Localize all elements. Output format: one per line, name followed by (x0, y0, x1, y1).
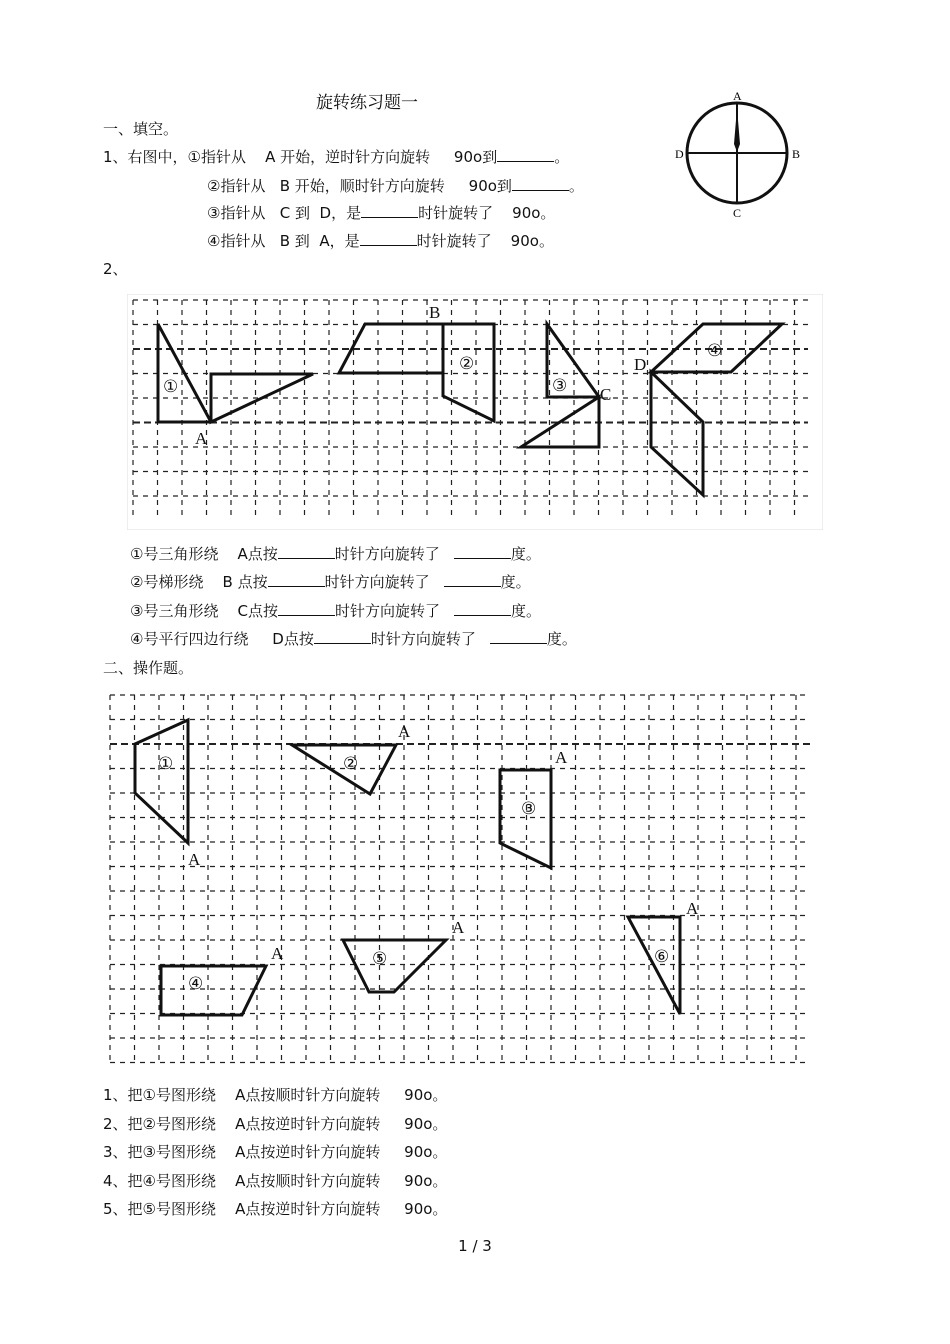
q2-line-2-mid: 时针方向旋转了 (324, 573, 430, 591)
task-3: 3、把③号图形绕 A点按逆时针方向旋转 90o。 (103, 1143, 448, 1161)
q2-line-3 (130, 601, 541, 621)
q1-line-2-end: 。 (568, 177, 584, 195)
q2-label: 2、 (103, 260, 128, 278)
shape-label-3: ③ (521, 799, 537, 818)
shape-4-trapezoid (161, 966, 266, 1015)
q2-blank-4a[interactable] (314, 629, 371, 644)
q2-blank-4b[interactable] (490, 629, 547, 644)
shape-3-trapezoid (500, 770, 551, 868)
q2-grid-figure (127, 294, 823, 530)
q2-shape-label-3: ③ (552, 376, 568, 395)
q2-line-4-end: 度。 (546, 630, 577, 648)
shape-5-point-a: A (452, 918, 465, 937)
q2-line-4-mid: 时针方向旋转了 (370, 630, 476, 648)
shape-3-point-a: A (555, 748, 568, 767)
q2-line-1-mid: 时针方向旋转了 (334, 545, 440, 563)
page-title: 旋转练习题一 (316, 93, 418, 113)
q2-point-d: D (634, 355, 647, 374)
shape-1-point-a: A (188, 850, 201, 869)
section-2-heading: 二、操作题。 (103, 659, 194, 677)
clock-needle (734, 108, 740, 152)
clock-label-right: B (792, 147, 801, 161)
section-1-heading: 一、填空。 (103, 120, 179, 138)
q2-line-4 (130, 629, 577, 649)
task-5: 5、把⑤号图形绕 A点按逆时针方向旋转 90o。 (103, 1200, 448, 1218)
q2-point-a: A (195, 429, 208, 448)
q1-line-3-post: 时针旋转了 90o。 (418, 204, 556, 222)
q2-blank-1a[interactable] (278, 544, 335, 559)
q2-blank-2b[interactable] (444, 572, 501, 587)
clock-label-left: D (675, 147, 684, 161)
q1-line-2 (207, 176, 584, 196)
q1-blank-2[interactable] (512, 176, 569, 191)
q2-line-3-mid: 时针方向旋转了 (335, 602, 441, 620)
q2-line-2-end: 度。 (500, 573, 531, 591)
q2-shape-label-1: ① (163, 377, 179, 396)
q2-line-2-pre: ②号梯形绕 B 点按 (130, 573, 268, 591)
q1-blank-4[interactable] (360, 231, 417, 246)
q1-line-3 (207, 203, 555, 223)
clock-figure (672, 86, 807, 221)
shape-label-6: ⑥ (654, 947, 670, 966)
q1-line-2-text: ②指针从 B 开始，顺时针方向旋转 90o到 (207, 177, 512, 195)
q2-line-3-pre: ③号三角形绕 C点按 (130, 602, 278, 620)
shape-label-4: ④ (188, 974, 204, 993)
q2-point-c: C (600, 385, 612, 404)
q1-line-4-post: 时针旋转了 90o。 (416, 232, 554, 250)
q2-blank-3b[interactable] (454, 601, 511, 616)
q1-line-4-pre: ④指针从 B 到 A，是 (207, 232, 360, 250)
shape-2-point-a: A (398, 722, 411, 741)
shape-label-1: ① (158, 754, 174, 773)
q2-line-1 (130, 544, 541, 564)
q2-shape-label-4: ④ (707, 341, 723, 360)
q2-line-3-end: 度。 (511, 602, 542, 620)
q2-shape-label-2: ② (459, 354, 475, 373)
shape-4-point-a: A (271, 944, 284, 963)
q1-blank-1[interactable] (497, 147, 554, 162)
q2-line-1-end: 度。 (510, 545, 541, 563)
q2-blank-1b[interactable] (454, 544, 511, 559)
clock-label-top: A (733, 89, 742, 103)
section2-grid-figure (106, 690, 816, 1068)
q2-line-4-pre: ④号平行四边行绕 D点按 (130, 630, 314, 648)
page-number: 1 / 3 (458, 1237, 492, 1255)
shape-label-5: ⑤ (372, 949, 388, 968)
task-1: 1、把①号图形绕 A点按顺时针方向旋转 90o。 (103, 1086, 448, 1104)
clock-label-bottom: C (733, 206, 742, 220)
task-4: 4、把④号图形绕 A点按顺时针方向旋转 90o。 (103, 1172, 448, 1190)
section2-grid-lines (110, 695, 810, 1063)
shape-5-trapezoid (343, 940, 446, 992)
q2-line-1-pre: ①号三角形绕 A点按 (130, 545, 278, 563)
shape-label-2: ② (343, 754, 359, 773)
task-2: 2、把②号图形绕 A点按逆时针方向旋转 90o。 (103, 1115, 448, 1133)
q1-line-1 (103, 147, 569, 167)
q2-line-2 (130, 572, 531, 592)
q1-line-4 (207, 231, 554, 251)
q1-line-1-text: 1、右图中，①指针从 A 开始，逆时针方向旋转 90o到 (103, 148, 498, 166)
q1-line-3-pre: ③指针从 C 到 D，是 (207, 204, 362, 222)
shape-6-point-a: A (686, 899, 699, 918)
q1-blank-3[interactable] (361, 203, 418, 218)
q2-blank-3a[interactable] (278, 601, 335, 616)
shape-1-trapezoid (135, 720, 188, 843)
q1-line-1-end: 。 (554, 148, 570, 166)
q2-blank-2a[interactable] (268, 572, 325, 587)
q2-point-b: B (429, 303, 441, 322)
